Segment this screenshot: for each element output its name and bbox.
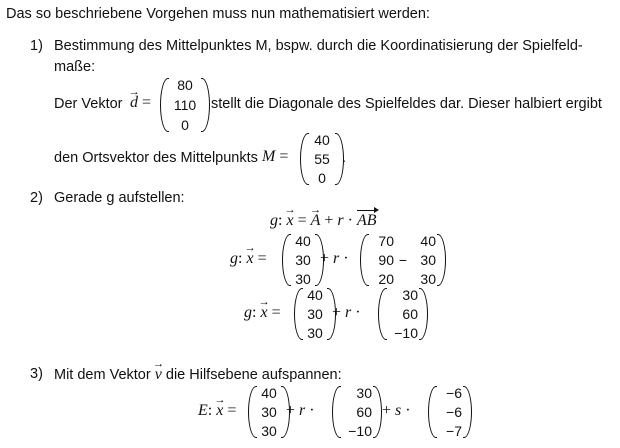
matrix-value: −10 <box>394 325 418 341</box>
line-eq2-base-matrix <box>282 234 324 286</box>
matrix-value: 20 <box>378 271 394 287</box>
step2-number: 2) <box>30 190 43 206</box>
midpoint-value: 0 <box>318 170 326 186</box>
matrix-value: 30 <box>420 271 436 287</box>
line-eq2-plus-r: + r · <box>320 250 349 267</box>
midpoint-symbol: M = <box>262 148 289 165</box>
matrix-value: 30 <box>261 423 277 439</box>
matrix-value: 40 <box>261 385 277 401</box>
step3-number: 3) <box>30 366 43 382</box>
plane-equation-lhs: E: → x = <box>198 402 236 420</box>
line-eq3-dir-matrix <box>378 288 428 340</box>
matrix-value: 30 <box>307 325 323 341</box>
plane-dir2-matrix <box>428 386 472 438</box>
plane-dir1-matrix <box>332 386 382 438</box>
matrix-value: 30 <box>307 306 323 322</box>
step3-title: Mit dem Vektor → v die Hilfsebene aufspannen: <box>54 366 342 384</box>
intro-text: Das so beschriebene Vorgehen muss nun mathematisiert werden: <box>6 6 430 22</box>
matrix-value: −6 <box>446 404 462 420</box>
matrix-value: 30 <box>261 404 277 420</box>
matrix-value: −7 <box>446 423 462 439</box>
matrix-value: 30 <box>295 252 311 268</box>
vector-d-symbol: → d = <box>130 94 151 112</box>
vector-d-matrix <box>160 78 210 132</box>
matrix-value: 60 <box>356 404 372 420</box>
vector-d-value: 80 <box>177 77 193 93</box>
plane-plus-r: + r · <box>286 402 315 419</box>
matrix-value: −10 <box>348 423 372 439</box>
matrix-value: 40 <box>307 287 323 303</box>
line-equation-3-lhs: g: → x = <box>244 304 281 322</box>
matrix-value: 90 <box>378 252 394 268</box>
matrix-value: 60 <box>402 306 418 322</box>
line-eq3-base-matrix <box>294 288 336 340</box>
matrix-value: −6 <box>446 385 462 401</box>
matrix-value: 40 <box>295 233 311 249</box>
step2-title: Gerade g aufstellen: <box>54 190 185 206</box>
vector-d-suffix: stellt die Diagonale des Spielfeldes dar. Dieser halbiert ergibt <box>211 96 602 112</box>
matrix-value: 30 <box>295 271 311 287</box>
midpoint-value: 40 <box>314 132 330 148</box>
midpoint-suffix: . <box>342 150 347 166</box>
step1-number: 1) <box>30 38 43 54</box>
matrix-value: 30 <box>402 287 418 303</box>
line-equation-general: g: → x = → A + r · AB <box>270 212 377 230</box>
matrix-value: 40 <box>420 233 436 249</box>
line-eq2-diff-matrix <box>360 234 446 286</box>
midpoint-value: 55 <box>314 151 330 167</box>
midpoint-matrix <box>300 132 347 186</box>
matrix-value: 30 <box>356 385 372 401</box>
plane-base-matrix <box>248 386 290 438</box>
line-equation-2-lhs: g: → x = <box>230 250 267 268</box>
midpoint-prefix: den Ortsvektor des Mittelpunkts <box>54 150 258 166</box>
matrix-value: 70 <box>378 233 394 249</box>
matrix-value: 30 <box>420 252 436 268</box>
vector-d-value: 110 <box>173 97 197 113</box>
matrix-operator: − <box>398 252 408 268</box>
step1-line1: Bestimmung des Mittelpunktes M, bspw. durch die Koordinatisierung der Spielfeld- <box>54 38 583 54</box>
line-eq3-plus-r: + r · <box>332 304 361 321</box>
vector-d-prefix: Der Vektor <box>54 96 123 112</box>
step1-line2: maße: <box>54 59 96 75</box>
vector-d-value: 0 <box>181 117 189 133</box>
plane-plus-s: + s · <box>382 402 411 419</box>
